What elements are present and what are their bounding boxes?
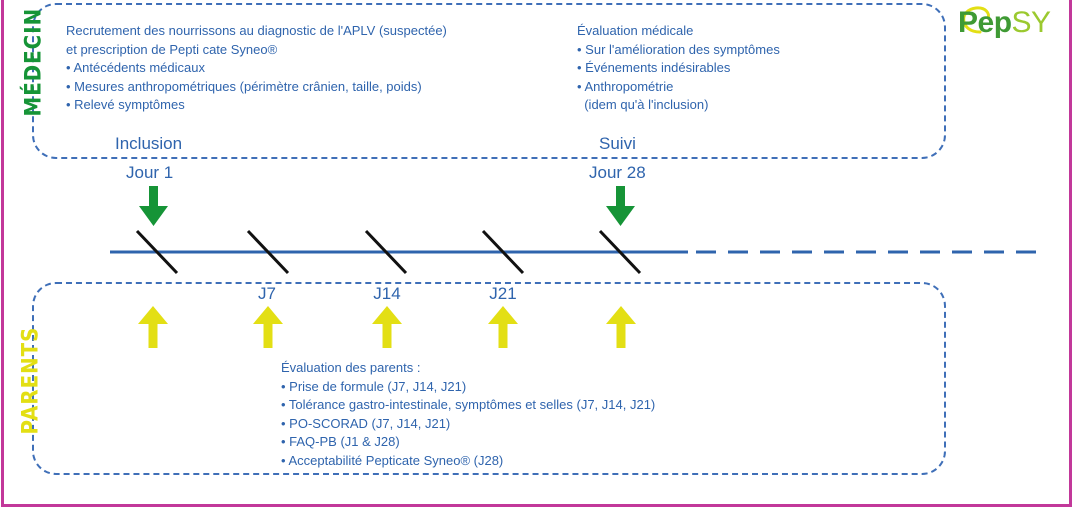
green-down-arrow-icon bbox=[606, 186, 635, 226]
medecin-right-line: Évaluation médicale bbox=[577, 23, 694, 38]
jour28-label: Jour 28 bbox=[589, 163, 646, 182]
suivi-label: Suivi bbox=[599, 134, 636, 153]
parents-text bbox=[281, 359, 655, 470]
j21-label: J21 bbox=[489, 284, 517, 303]
medecin-label: MÉDECIN bbox=[21, 7, 47, 117]
parents-line: • Tolérance gastro-intestinale, symptômes et selles (J7, J14, J21) bbox=[281, 397, 656, 412]
logo-pep: Pep bbox=[958, 6, 1012, 39]
inclusion-label: Inclusion bbox=[115, 134, 183, 153]
parents-line: • PO-SCORAD (J7, J14, J21) bbox=[281, 415, 451, 431]
medecin-right-line: • Événements indésirables bbox=[577, 60, 731, 75]
medecin-left-line: • Antécédents médicaux bbox=[66, 60, 205, 75]
medecin-left-line: Recrutement des nourrissons au diagnostic de l'APLV (suspectée) bbox=[66, 23, 447, 38]
green-down-arrow-icon bbox=[139, 186, 168, 226]
parents-label: PARENTS bbox=[18, 326, 44, 435]
j7-label: J7 bbox=[258, 284, 276, 303]
parents-line: • Prise de formule (J7, J14, J21) bbox=[281, 378, 467, 394]
parents-line: • FAQ-PB (J1 & J28) bbox=[281, 434, 400, 449]
logo-sy: SY bbox=[1011, 6, 1051, 39]
jour1-label: Jour 1 bbox=[126, 163, 174, 182]
parents-line: Évaluation des parents : bbox=[281, 360, 421, 375]
medecin-right-line: (idem qu'à l'inclusion) bbox=[577, 97, 709, 112]
medecin-left-line: et prescription de Pepti cate Syneo® bbox=[66, 41, 278, 57]
medecin-right-line: • Sur l'amélioration des symptômes bbox=[577, 41, 780, 57]
medecin-left-line: • Mesures anthropométriques (périmètre crânien, taille, poids) bbox=[66, 78, 422, 94]
medecin-left-line: • Relevé symptômes bbox=[66, 97, 185, 112]
j14-label: J14 bbox=[373, 284, 401, 303]
medecin-right-line: • Anthropométrie bbox=[577, 78, 674, 94]
parents-line: • Acceptabilité Pepticate Syneo® (J28) bbox=[281, 452, 504, 468]
